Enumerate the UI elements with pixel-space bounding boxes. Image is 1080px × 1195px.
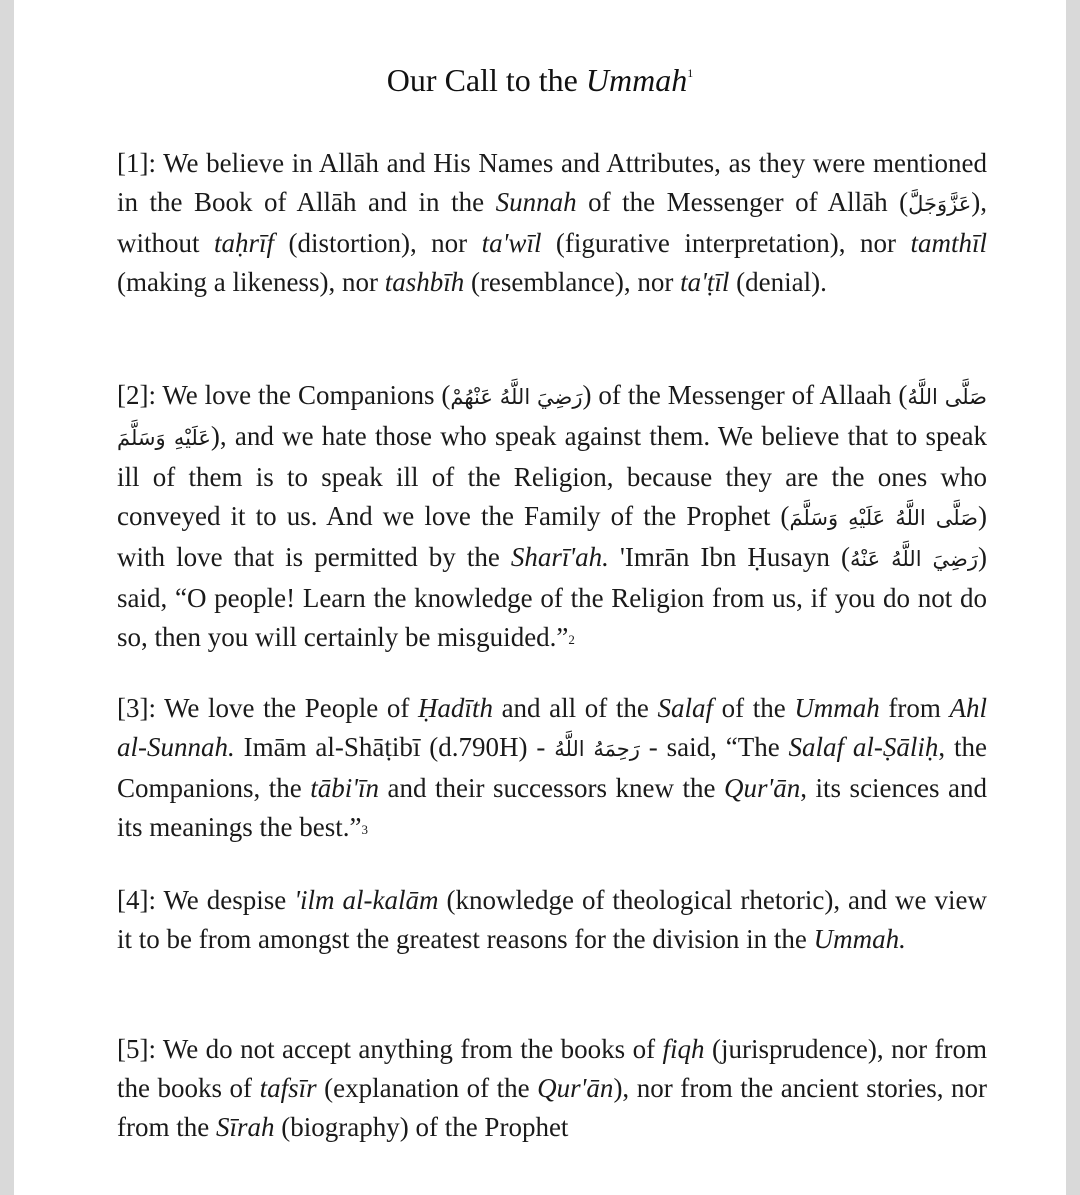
footnote-marker: 3 bbox=[361, 822, 368, 837]
paragraph-5: [5]: We do not accept anything from the books of fiqh (jurisprudence), nor from the books of tafsīr (explanation of the Qur'ān), nor from the ancient stories, nor from the Sīrah (biography) of the Prophet bbox=[117, 1034, 988, 1142]
paragraph-1: [1]: We believe in Allāh and His Names and Attributes, as they were mentioned in the Book of Allāh and in the Sunnah of the Messenger of Allāh (عَزَّوَجَلَّ), without taḥrīf (distortion), nor ta'wīl (figurative interpretation), nor tamthīl (making a likeness), nor tashbīh (resemblance), nor ta'ṭīl (denial). bbox=[117, 148, 987, 297]
footnote-marker: 1 bbox=[687, 66, 694, 80]
paragraph-3: [3]: We love the People of Ḥadīth and all of the Salaf of the Ummah from Ahl al-Sunnah. Imām al-Shāṭibī (d.790H) - رَحِمَهُ اللَّهُ - said, “The Salaf al-Ṣāliḥ, the Companions, the tābi'īn and their successors knew the Qur'ān, its sciences and its meanings the best.”$^3$ bbox=[117, 693, 988, 842]
paragraph-2: [2]: We love the Companions (رَضِيَ اللَّهُ عَنْهُمْ) of the Messenger of Allaah (صَلَّى اللَّهُ عَلَيْهِ وَسَلَّمَ), and we hate those who speak against them. We believe that to speak ill of them is to speak ill of the Religion, because they are the ones who conveyed it to us. And we love the Family of the Prophet (صَلَّى اللَّهُ عَلَيْهِ وَسَلَّمَ) with love that is permitted by the Sharī'ah. 'Imrān Ibn Ḥusayn (رَضِيَ اللَّهُ عَنْهُ) said, “O people! Learn the knowledge of the Religion from us, if you do not do so, then you will certainly be misguided.”$^2$ bbox=[117, 380, 988, 652]
page-title: Our Call to the Ummah$^1$ bbox=[386, 62, 694, 98]
book-page bbox=[14, 0, 1066, 1195]
paragraph-4: [4]: We despise 'ilm al-kalām (knowledge of theological rhetoric), and we view it to be from amongst the greatest reasons for the division in the Ummah. bbox=[117, 885, 987, 954]
footnote-marker: 2 bbox=[568, 632, 575, 647]
